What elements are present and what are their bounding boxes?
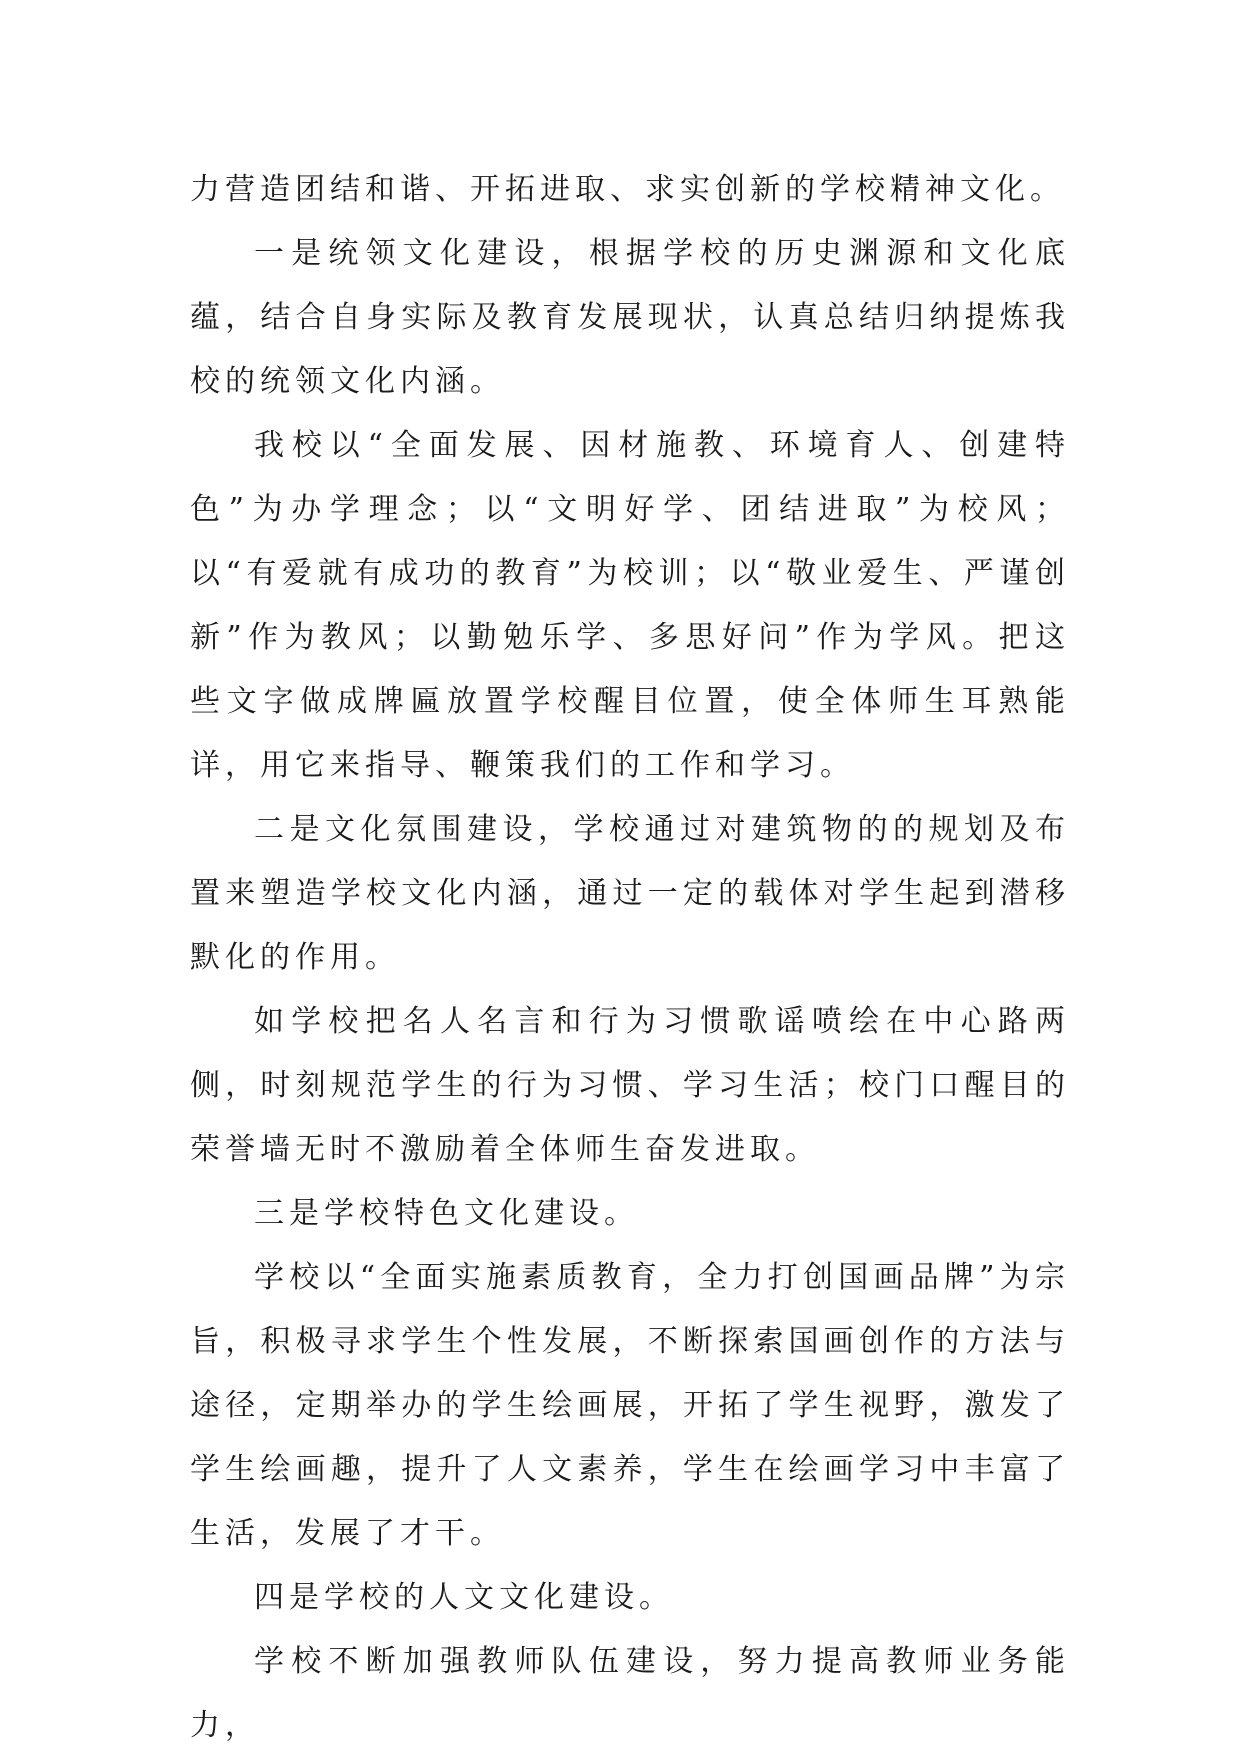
document-body [190,158,1070,1758]
paragraph-featured-culture: 学校以“全面实施素质教育，全力打创国画品牌”为宗旨，积极寻求学生个性发展，不断探索国画创作的方法与途径，定期举办的学生绘画展，开拓了学生视野，激发了学生绘画趣，提升了人文素养，学生在绘画学习中丰富了生活，发展了才干。 [190,1260,1070,1551]
paragraph-unified-culture: 一是统领文化建设，根据学校的历史渊源和文化底蕴，结合自身实际及教育发展现状，认真总结归纳提炼我校的统领文化内涵。 [190,236,1070,399]
paragraph-continuation: 力营造团结和谐、开拓进取、求实创新的学校精神文化。 [190,172,1065,207]
paragraph-teacher-development: 学校不断加强教师队伍建设，努力提高教师业务能力， [190,1644,1070,1743]
paragraph-atmosphere-examples: 如学校把名人名言和行为习惯歌谣喷绘在中心路两侧，时刻规范学生的行为习惯、学习生活；校门口醒目的荣誉墙无时不激励着全体师生奋发进取。 [190,1004,1070,1167]
paragraph-humanistic-culture-heading: 四是学校的人文文化建设。 [254,1580,674,1615]
paragraph-featured-culture-heading: 三是学校特色文化建设。 [254,1196,639,1231]
paragraph-atmosphere-building: 二是文化氛围建设，学校通过对建筑物的的规划及布置来塑造学校文化内涵，通过一定的载体对学生起到潜移默化的作用。 [190,812,1070,975]
paragraph-school-philosophy: 我校以“全面发展、因材施教、环境育人、创建特色”为办学理念；以“文明好学、团结进取”为校风；以“有爱就有成功的教育”为校训；以“敬业爱生、严谨创新”作为教风；以勤勉乐学、多思好问”作为学风。把这些文字做成牌匾放置学校醒目位置，使全体师生耳熟能详，用它来指导、鞭策我们的工作和学习。 [190,428,1070,783]
